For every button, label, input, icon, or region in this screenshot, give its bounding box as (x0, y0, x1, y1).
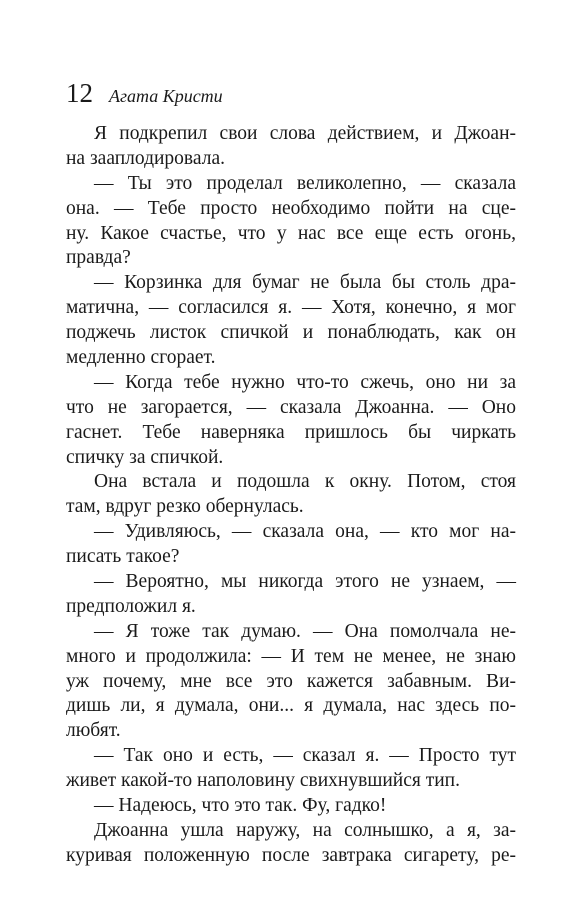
text-line: предположил я. (66, 595, 196, 617)
text-line: поджечь листок спичкой и понаблюдать, как он (66, 322, 516, 344)
text-line: писать такое? (66, 546, 180, 568)
text-line: живет какой-то наполовину свихнувшийся тип. (66, 770, 460, 792)
text-line: она. — Тебе просто необходимо пойти на сце- (66, 197, 516, 219)
text-line: много и продолжила: — И тем не менее, не знаю (66, 645, 516, 667)
text-line: Она встала и подошла к окну. Потом, стоя (94, 471, 516, 493)
text-line: на зааплодировала. (66, 147, 225, 169)
text-line: уж почему, мне все это кажется забавным. Ви- (66, 670, 516, 692)
running-head-author: Агата Кристи (109, 86, 223, 106)
text-line: дишь ли, я думала, они... я думала, нас здесь по- (66, 695, 516, 717)
text-line: любят. (66, 720, 121, 742)
text-line: — Удивляюсь, — сказала она, — кто мог на- (94, 521, 516, 543)
text-line: — Корзинка для бумаг не была бы столь дра- (94, 272, 516, 294)
text-line: — Когда тебе нужно что-то сжечь, оно ни за (94, 371, 516, 393)
body-text (66, 122, 516, 869)
text-line: медленно сгорает. (66, 347, 216, 369)
text-line: — Так оно и есть, — сказал я. — Просто тут (94, 745, 516, 767)
book-page (66, 76, 516, 869)
text-line: куривая положенную после завтрака сигарету, ре- (66, 844, 516, 866)
text-line: — Вероятно, мы никогда этого не узнаем, — (94, 571, 516, 593)
text-line: гаснет. Тебе наверняка пришлось бы чиркать (66, 421, 516, 443)
text-line: — Ты это проделал великолепно, — сказала (94, 172, 516, 194)
text-line: спичку за спичкой. (66, 446, 224, 468)
text-line: что не загорается, — сказала Джоанна. — Оно (66, 396, 516, 418)
text-line: ну. Какое счастье, что у нас все еще есть огонь, (66, 222, 516, 244)
page-number: 12 (66, 78, 93, 108)
text-line: там, вдруг резко обернулась. (66, 496, 304, 518)
page-header (66, 76, 516, 110)
text-line: матична, — согласился я. — Хотя, конечно, я мог (66, 297, 516, 319)
text-line: правда? (66, 247, 131, 269)
text-line: — Я тоже так думаю. — Она помолчала не- (94, 620, 516, 642)
text-line: — Надеюсь, что это так. Фу, гадко! (94, 795, 387, 817)
text-line: Джоанна ушла наружу, на солнышко, а я, за- (94, 819, 516, 841)
text-line: Я подкрепил свои слова действием, и Джоан- (94, 123, 516, 144)
